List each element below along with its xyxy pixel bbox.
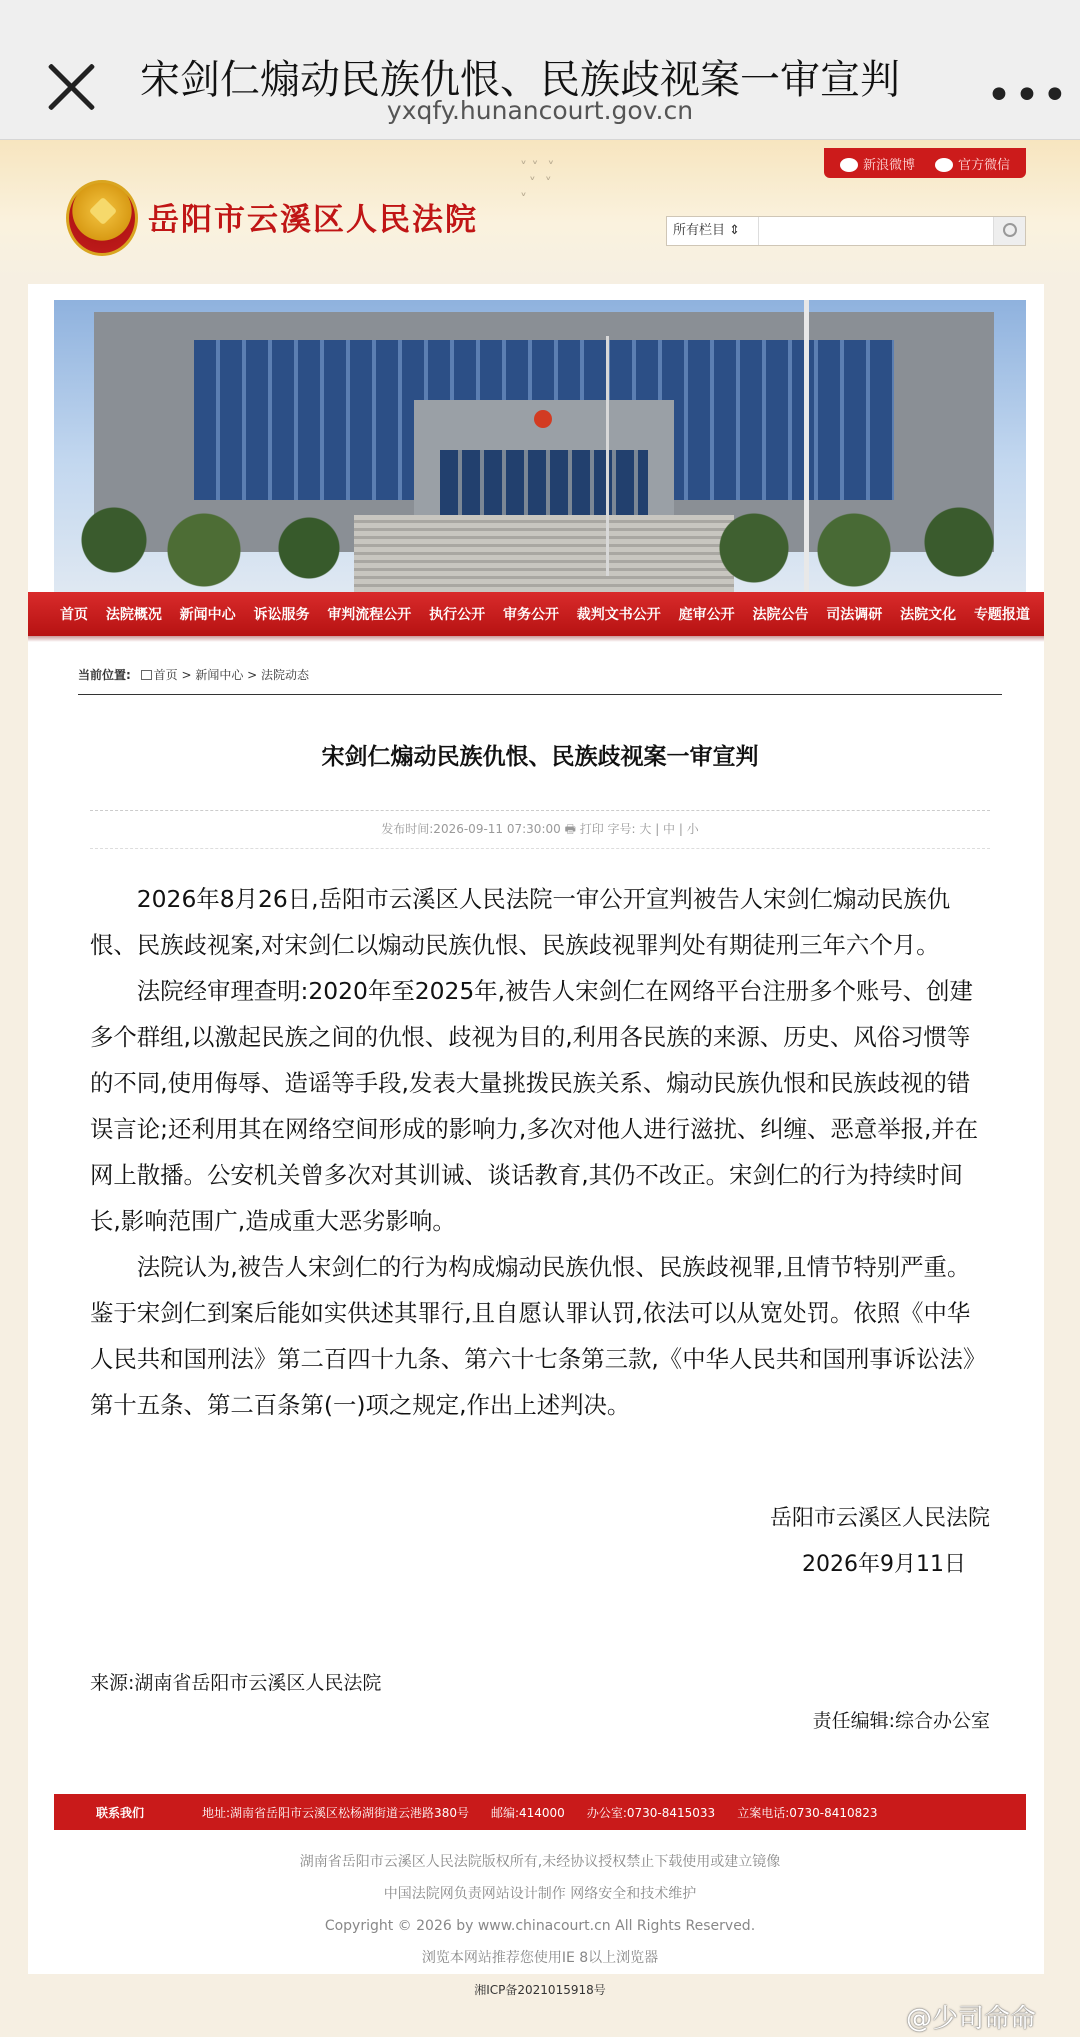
browser-top-bar bbox=[0, 0, 1080, 140]
article-paragraph: 法院认为,被告人宋剑仁的行为构成煽动民族仇恨、民族歧视罪,且情节特别严重。鉴于宋剑仁到案后能如实供述其罪行,且自愿认罪认罚,依法可以从宽处罚。依照《中华人民共和国刑法》第二百四十九条、第六十七条第三款,《中华人民共和国刑事诉讼法》第十五条、第二百条第(一)项之规定,作出上述判决。 bbox=[90, 1253, 987, 1419]
article-meta: 发布时间:2026-09-11 07:30:00 🖶 打印 字号: 大 | 中 | 小 bbox=[381, 822, 699, 836]
contact-label: 联系我们 bbox=[96, 1805, 145, 1820]
flagpole bbox=[804, 300, 809, 592]
nav-overview[interactable]: 法院概况 bbox=[105, 607, 162, 623]
nav-culture[interactable]: 法院文化 bbox=[900, 607, 957, 623]
footer-postcode: 邮编:414000 bbox=[490, 1805, 565, 1820]
footer-maintainer: 中国法院网负责网站设计制作 网络安全和技术维护 bbox=[383, 1886, 697, 1902]
footer-filing-phone: 立案电话:0730-8410823 bbox=[737, 1805, 878, 1820]
main-nav bbox=[28, 592, 1044, 636]
nav-news[interactable]: 新闻中心 bbox=[179, 607, 236, 623]
signature-date: 2026年9月11日 bbox=[802, 1552, 966, 1577]
search-bar bbox=[666, 216, 1026, 246]
footer-address: 地址:湖南省岳阳市云溪区松杨湖街道云港路380号 bbox=[202, 1805, 469, 1820]
national-emblem-logo bbox=[66, 180, 138, 256]
footer-office-phone: 办公室:0730-8415033 bbox=[586, 1805, 716, 1820]
court-building-banner bbox=[54, 300, 1026, 592]
footer-copyright-notice: 湖南省岳阳市云溪区人民法院版权所有,未经协议授权禁止下载使用或建立镜像 bbox=[299, 1854, 781, 1870]
footer-copyright: Copyright © 2026 by www.chinacourt.cn All Rights Reserved. bbox=[324, 1918, 756, 1934]
decorative-birds-icon: ˅ ˅ ˅ ˅ ˅ ˅ bbox=[520, 160, 555, 208]
search-scope-select[interactable]: 所有栏目 ⇕ bbox=[667, 217, 759, 245]
site-header bbox=[0, 140, 1080, 280]
home-icon bbox=[141, 670, 152, 680]
meta-divider bbox=[90, 848, 990, 849]
article-source: 来源:湖南省岳阳市云溪区人民法院 bbox=[90, 1672, 382, 1694]
breadcrumb-path[interactable]: > 新闻中心 > 法院动态 bbox=[181, 668, 310, 682]
breadcrumb-divider bbox=[78, 694, 1002, 695]
footer-info bbox=[0, 1846, 1080, 2006]
article-paragraph: 2026年8月26日,岳阳市云溪区人民法院一审公开宣判被告人宋剑仁煽动民族仇恨、民族歧视案,对宋剑仁以煽动民族仇恨、民族歧视罪判处有期徒刑三年六个月。 bbox=[90, 885, 951, 959]
signature-court: 岳阳市云溪区人民法院 bbox=[769, 1506, 990, 1531]
article-paragraph: 法院经审理查明:2020年至2025年,被告人宋剑仁在网络平台注册多个账号、创建多个群组,以激起民族之间的仇恨、歧视为目的,利用各民族的来源、历史、风俗习惯等的不同,使用侮辱、造谣等手段,发表大量挑拨民族关系、煽动民族仇恨和民族歧视的错误言论;还利用其在网络空间形成的影响力,多次对他人进行滋扰、纠缠、恶意举报,并在网上散播。公安机关曾多次对其训诫、谈话教育,其仍不改正。宋剑仁的行为持续时间长,影响范围广,造成重大恶劣影响。 bbox=[90, 977, 979, 1235]
article-editor: 责任编辑:综合办公室 bbox=[812, 1710, 990, 1732]
wechat-icon bbox=[935, 158, 953, 172]
close-icon[interactable] bbox=[44, 60, 98, 114]
browser-url[interactable]: yxqfy.hunancourt.gov.cn bbox=[386, 96, 694, 125]
nav-special[interactable]: 专题报道 bbox=[973, 607, 1030, 623]
nav-affairs[interactable]: 审务公开 bbox=[502, 607, 559, 623]
nav-judgments[interactable]: 裁判文书公开 bbox=[576, 607, 661, 623]
footer-contact-bar bbox=[54, 1794, 1026, 1830]
footer-browser-tip: 浏览本网站推荐您使用IE 8以上浏览器 bbox=[421, 1950, 659, 1966]
nav-hearings[interactable]: 庭审公开 bbox=[678, 607, 735, 623]
article-signature bbox=[600, 1496, 990, 1588]
flagpole-small bbox=[606, 336, 609, 576]
nav-announcements[interactable]: 法院公告 bbox=[752, 607, 809, 623]
nav-home[interactable]: 首页 bbox=[60, 607, 88, 623]
weibo-link[interactable]: 新浪微博 bbox=[840, 154, 915, 173]
breadcrumb-home[interactable]: 首页 bbox=[153, 668, 178, 682]
breadcrumb bbox=[78, 666, 309, 683]
trees bbox=[54, 490, 1026, 592]
nav-execution[interactable]: 执行公开 bbox=[429, 607, 486, 623]
breadcrumb-label: 当前位置: bbox=[78, 668, 131, 682]
social-links bbox=[824, 148, 1026, 178]
building-emblem-icon bbox=[534, 410, 552, 428]
footer-icp[interactable]: 湘ICP备2021015918号 bbox=[474, 1983, 606, 1997]
wechat-link[interactable]: 官方微信 bbox=[935, 154, 1010, 173]
weibo-icon bbox=[840, 158, 858, 172]
article-title: 宋剑仁煽动民族仇恨、民族歧视案一审宣判 bbox=[321, 744, 759, 770]
more-menu-icon[interactable]: ••• bbox=[986, 70, 1070, 121]
title-divider bbox=[90, 810, 990, 811]
nav-trial-process[interactable]: 审判流程公开 bbox=[327, 607, 412, 623]
browser-title: 宋剑仁煽动民族仇恨、民族歧视案一审宣判 bbox=[140, 57, 900, 103]
search-icon[interactable] bbox=[993, 217, 1025, 245]
nav-shadow bbox=[28, 636, 1044, 642]
court-name-logo[interactable]: 岳阳市云溪区人民法院 bbox=[148, 202, 478, 238]
nav-research[interactable]: 司法调研 bbox=[826, 607, 883, 623]
weibo-watermark: @少司命命 bbox=[906, 2004, 1037, 2034]
article-body bbox=[90, 876, 990, 1428]
nav-litigation[interactable]: 诉讼服务 bbox=[253, 607, 310, 623]
